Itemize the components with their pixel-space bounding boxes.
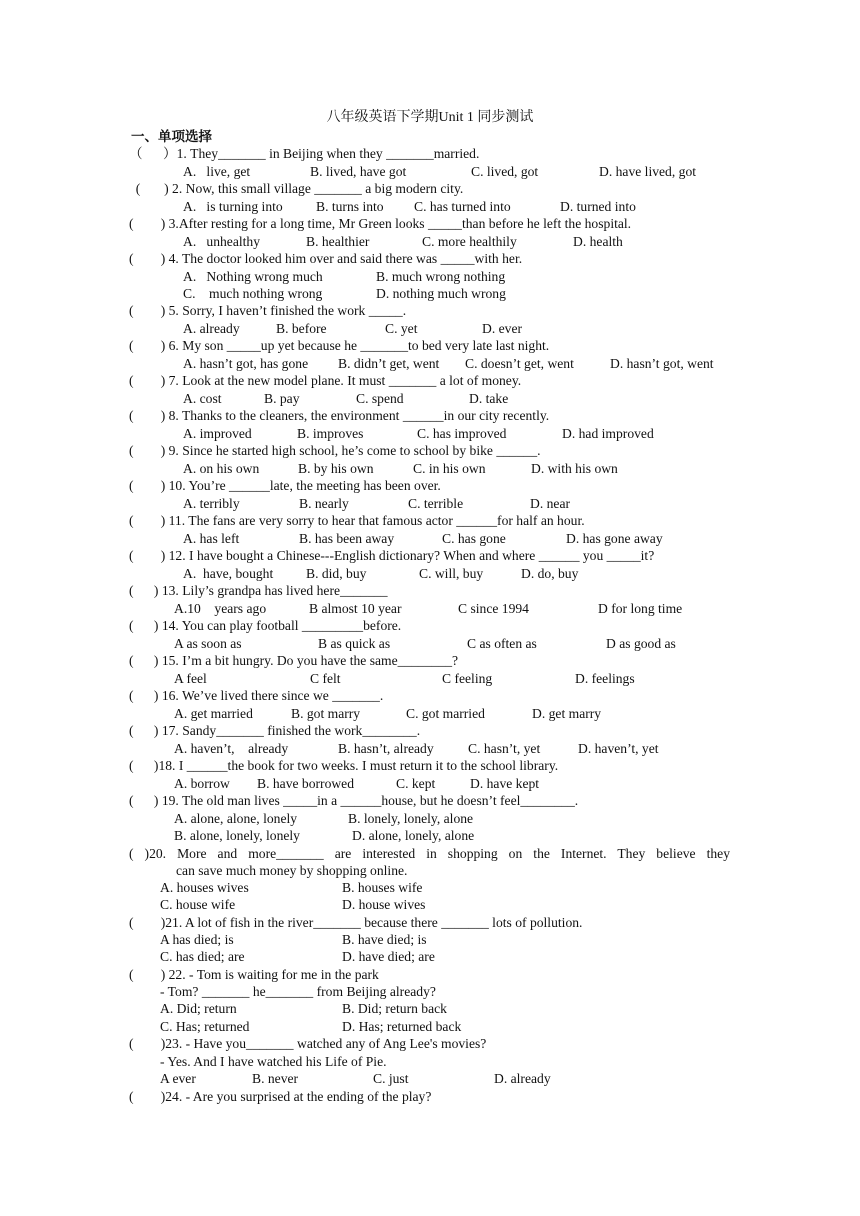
option-c: C. got married xyxy=(406,706,485,721)
question-2-options xyxy=(0,198,860,215)
question-17-options xyxy=(0,740,860,757)
option-c: C. kept xyxy=(396,776,436,791)
question-4-options-row2 xyxy=(0,285,860,302)
question-21-options-row2 xyxy=(0,948,860,965)
option-b: B. got marry xyxy=(291,706,361,721)
question-3-options xyxy=(0,233,860,250)
question-19-options-row2 xyxy=(0,827,860,844)
question-5-stem: ( ) 5. Sorry, I haven’t finished the work _____. xyxy=(129,303,407,318)
question-11-options xyxy=(0,530,860,547)
question-1-stem: （ ）1. They_______ in Beijing when they _______married. xyxy=(129,146,480,161)
option-d: D. ever xyxy=(482,321,523,336)
option-d: D. have lived, got xyxy=(599,164,697,179)
question-4-options-row1 xyxy=(0,268,860,285)
option-a: A. haven’t, already xyxy=(174,741,289,756)
option-d: D. near xyxy=(530,496,571,511)
option-a: A ever xyxy=(160,1071,196,1086)
question-18-options xyxy=(0,775,860,792)
option-a: A. is turning into xyxy=(183,199,283,214)
question-6-stem: ( ) 6. My son _____up yet because he _______to bed very late last night. xyxy=(129,338,550,353)
option-a: A.10 years ago xyxy=(174,601,267,616)
option-b: B. much wrong nothing xyxy=(376,269,506,284)
question-2-stem: ( ) 2. Now, this small village _______ a big modern city. xyxy=(129,181,464,196)
option-b: B. houses wife xyxy=(342,880,423,895)
option-c: C. has turned into xyxy=(414,199,511,214)
option-b: B. did, buy xyxy=(306,566,367,581)
option-c: C. house wife xyxy=(160,897,236,912)
option-a: A feel xyxy=(174,671,207,686)
option-d: D. has gone away xyxy=(566,531,663,546)
option-a: A as soon as xyxy=(174,636,242,651)
question-19-stem: ( ) 19. The old man lives _____in a ______house, but he doesn’t feel________. xyxy=(129,793,579,808)
question-13-stem: ( ) 13. Lily’s grandpa has lived here_______ xyxy=(129,583,388,598)
option-b: B. never xyxy=(252,1071,299,1086)
option-d: D for long time xyxy=(598,601,683,616)
question-10-stem: ( ) 10. You’re ______late, the meeting has been over. xyxy=(129,478,441,493)
question-20-stem-continued: can save much money by shopping online. xyxy=(176,863,408,878)
option-d: D. turned into xyxy=(560,199,636,214)
option-d: D. Has; returned back xyxy=(342,1019,462,1034)
option-a: A. unhealthy xyxy=(183,234,261,249)
option-a: A. houses wives xyxy=(160,880,249,895)
option-a: A has died; is xyxy=(160,932,234,947)
option-c: C. doesn’t get, went xyxy=(465,356,574,371)
option-b: B. improves xyxy=(297,426,364,441)
option-c: C since 1994 xyxy=(458,601,529,616)
question-20-options-row1 xyxy=(0,879,860,896)
question-12-options xyxy=(0,565,860,582)
option-b: B. healthier xyxy=(306,234,370,249)
option-b: B. Did; return back xyxy=(342,1001,447,1016)
question-9-options xyxy=(0,460,860,477)
option-c: C. much nothing wrong xyxy=(183,286,323,301)
option-a: A. get married xyxy=(174,706,253,721)
question-18-stem: ( )18. I ______the book for two weeks. I must return it to the school library. xyxy=(129,758,559,773)
question-23-options xyxy=(0,1070,860,1087)
option-d: D. get marry xyxy=(532,706,602,721)
question-22-stem-continued: - Tom? _______ he_______ from Beijing already? xyxy=(160,984,436,999)
option-d: D. already xyxy=(494,1071,551,1086)
question-14-stem: ( ) 14. You can play football _________before. xyxy=(129,618,402,633)
question-10-options xyxy=(0,495,860,512)
question-23-stem-continued: - Yes. And I have watched his Life of Pie. xyxy=(160,1054,387,1069)
question-20-options-row2 xyxy=(0,896,860,913)
option-a: A. Did; return xyxy=(160,1001,237,1016)
option-d: D. house wives xyxy=(342,897,426,912)
option-d: D as good as xyxy=(606,636,676,651)
question-21-stem: ( )21. A lot of fish in the river_______ because there _______ lots of pollution. xyxy=(129,915,583,930)
option-d: D. had improved xyxy=(562,426,654,441)
option-d: D. take xyxy=(469,391,509,406)
question-7-options xyxy=(0,390,860,407)
option-c: C as often as xyxy=(467,636,537,651)
option-c: C. will, buy xyxy=(419,566,484,581)
option-c: C. has improved xyxy=(417,426,507,441)
option-d: D. hasn’t got, went xyxy=(610,356,714,371)
option-a: A. already xyxy=(183,321,240,336)
question-13-options xyxy=(0,600,860,617)
option-d: D. feelings xyxy=(575,671,635,686)
option-b: B. hasn’t, already xyxy=(338,741,434,756)
section-heading: 一、单项选择 xyxy=(131,129,212,145)
question-8-options xyxy=(0,425,860,442)
option-b: B. lived, have got xyxy=(310,164,407,179)
question-1-options xyxy=(0,163,860,180)
question-15-options xyxy=(0,670,860,687)
option-c: C. in his own xyxy=(413,461,486,476)
option-a: A. terribly xyxy=(183,496,240,511)
question-3-stem: ( ) 3.After resting for a long time, Mr Green looks _____than before he left the hospital. xyxy=(129,216,632,231)
option-b: B almost 10 year xyxy=(309,601,402,616)
option-a: A. cost xyxy=(183,391,222,406)
question-23-stem: ( )23. - Have you_______ watched any of Ang Lee's movies? xyxy=(129,1036,487,1051)
option-c: C. yet xyxy=(385,321,418,336)
option-a: A. alone, alone, lonely xyxy=(174,811,298,826)
option-b: B. lonely, lonely, alone xyxy=(348,811,474,826)
option-c: C. more healthily xyxy=(422,234,517,249)
question-4-stem: ( ) 4. The doctor looked him over and said there was _____with her. xyxy=(129,251,523,266)
option-b: B. by his own xyxy=(298,461,374,476)
option-a: A. improved xyxy=(183,426,252,441)
option-a: A. live, get xyxy=(183,164,251,179)
question-15-stem: ( ) 15. I’m a bit hungry. Do you have the same________? xyxy=(129,653,459,668)
option-c: C. just xyxy=(373,1071,409,1086)
option-a: A. Nothing wrong much xyxy=(183,269,323,284)
option-b: B as quick as xyxy=(318,636,391,651)
option-b: B. have borrowed xyxy=(257,776,355,791)
option-d: D. nothing much wrong xyxy=(376,286,506,301)
question-22-options-row1 xyxy=(0,1000,860,1017)
option-b: B. turns into xyxy=(316,199,384,214)
option-a: A. hasn’t got, has gone xyxy=(183,356,309,371)
question-21-options-row1 xyxy=(0,931,860,948)
option-b: B. didn’t get, went xyxy=(338,356,440,371)
option-a: A. has left xyxy=(183,531,240,546)
question-24-stem: ( )24. - Are you surprised at the ending of the play? xyxy=(129,1089,432,1104)
question-14-options xyxy=(0,635,860,652)
option-d: D. haven’t, yet xyxy=(578,741,659,756)
question-19-options-row1 xyxy=(0,810,860,827)
option-b: B. has been away xyxy=(299,531,395,546)
option-b: C felt xyxy=(310,671,341,686)
question-20-stem: ( )20. More and more_______ are interested in shopping on the Internet. They believe they xyxy=(129,846,730,861)
option-c: C. Has; returned xyxy=(160,1019,250,1034)
question-17-stem: ( ) 17. Sandy_______ finished the work________. xyxy=(129,723,421,738)
question-11-stem: ( ) 11. The fans are very sorry to hear that famous actor ______for half an hour. xyxy=(129,513,585,528)
option-c: C. has died; are xyxy=(160,949,245,964)
option-d: D. with his own xyxy=(531,461,618,476)
question-22-stem: ( ) 22. - Tom is waiting for me in the park xyxy=(129,967,379,982)
option-c: C. spend xyxy=(356,391,404,406)
option-a: A. on his own xyxy=(183,461,260,476)
option-a: A. have, bought xyxy=(183,566,274,581)
option-c: C. hasn’t, yet xyxy=(468,741,541,756)
option-b: B. nearly xyxy=(299,496,349,511)
question-7-stem: ( ) 7. Look at the new model plane. It must _______ a lot of money. xyxy=(129,373,522,388)
option-b-second: B. alone, lonely, lonely xyxy=(174,828,300,843)
option-d: D. health xyxy=(573,234,623,249)
question-6-options xyxy=(0,355,860,372)
option-d: D. alone, lonely, alone xyxy=(352,828,475,843)
option-d: D. have died; are xyxy=(342,949,435,964)
question-8-stem: ( ) 8. Thanks to the cleaners, the environment ______in our city recently. xyxy=(129,408,550,423)
question-12-stem: ( ) 12. I have bought a Chinese---English dictionary? When and where ______ you _____it? xyxy=(129,548,655,563)
question-16-stem: ( ) 16. We’ve lived there since we _______. xyxy=(129,688,384,703)
document-title: 八年级英语下学期Unit 1 同步测试 xyxy=(326,110,534,125)
question-16-options xyxy=(0,705,860,722)
option-b: B. have died; is xyxy=(342,932,427,947)
option-c: C. has gone xyxy=(442,531,506,546)
option-c: C. lived, got xyxy=(471,164,539,179)
question-9-stem: ( ) 9. Since he started high school, he’s come to school by bike ______. xyxy=(129,443,541,458)
question-22-options-row2 xyxy=(0,1018,860,1035)
option-c: C. terrible xyxy=(408,496,464,511)
option-d: D. have kept xyxy=(470,776,540,791)
option-b: B. before xyxy=(276,321,327,336)
option-c: C feeling xyxy=(442,671,493,686)
option-a: A. borrow xyxy=(174,776,230,791)
question-5-options xyxy=(0,320,860,337)
option-b: B. pay xyxy=(264,391,300,406)
option-d: D. do, buy xyxy=(521,566,579,581)
